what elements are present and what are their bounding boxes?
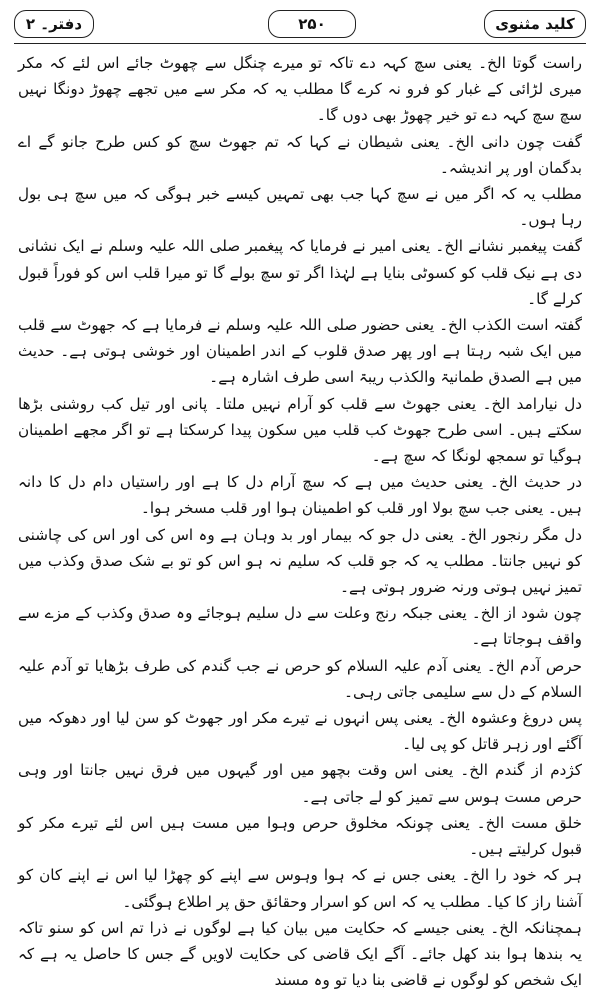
paragraph: کژدم از گندم الخ۔ یعنی اس وقت بچھو میں اور گیہوں میں فرق نہیں جانتا اور وہی حرص مست ہوس سے تمیز کو لے جاتی ہے۔: [18, 761, 582, 806]
page-header: [14, 8, 586, 40]
paragraph: خلق مست الخ۔ یعنی چونکہ مخلوق حرص وہوا میں مست ہیں اس لئے تیرے مکر کو قبول کرلیتے ہیں۔: [18, 813, 582, 859]
page-number: ۲۵۰: [268, 10, 356, 38]
paragraph: دل نیارامد الخ۔ یعنی جھوٹ سے قلب کو آرام نہیں ملتا۔ پانی اور تیل کب روشنی بڑھا سکتے ہیں۔ اسی طرح جھوٹ کب قلب میں سکون پیدا کرسکتا ہے تو اگر مجھے اطمینان ہوگیا تو سمجھ لونگا کہ سچ ہے۔: [18, 394, 582, 466]
paragraph: چون شود از الخ۔ یعنی جبکہ رنج وعلت سے دل سلیم ہوجائے وہ صدق وکذب کے مزے سے واقف ہوجاتا ہے۔: [18, 604, 582, 649]
paragraph: گفتہ است الکذب الخ۔ یعنی حضور صلی اللہ علیہ وسلم نے فرمایا ہے کہ جھوٹ سے قلب میں ایک شبہ رہتا ہے اور پھر صدق قلوب کے اندر اطمینان اور خوشی ہوتی ہے۔ حدیث میں ہے الصدق طمانیۃ والکذب ریبۃ اسی طرف اشارہ ہے۔: [18, 316, 582, 387]
paragraph: گفت چون دانی الخ۔ یعنی شیطان نے کہا کہ تم جھوٹ سچ کو کس طرح جانو گے اے بدگمان اور پر اندیشہ۔: [18, 132, 582, 177]
volume-label: دفتر۔ ۲: [14, 10, 94, 38]
paragraph: راست گوتا الخ۔ یعنی سچ کہہ دے تاکہ تو میرے چنگل سے چھوٹ جائے اس لئے کہ مکر میری لڑائی کے غبار کو فرو نہ کرے گا مطلب یہ کہ مکر سے میں تجھے چھوڑ دونگا نہیں سچ سچ کہہ دے تو خیر چھوڑ بھی دوں گا۔: [18, 54, 582, 125]
paragraph: ہمچنانکہ الخ۔ یعنی جیسے کہ حکایت میں بیان کیا ہے لوگوں نے ذرا تم اس کو سنو تاکہ یہ بندھا ہوا بند کھل جائے۔ آگے ایک قاضی کی حکایت لاویں گے جس کا حاصل یہ ہے کہ ایک شخص کو لوگوں نے قاضی بنا دیا تو وہ مسند: [18, 918, 582, 990]
header-divider: [14, 43, 586, 44]
book-title: کلید مثنوی: [484, 10, 586, 38]
paragraph: ہر کہ خود را الخ۔ یعنی جس نے کہ ہوا وہوس سے اپنے کو چھڑا لیا اس نے اپنے کان کو آشنا راز کا کیا۔ مطلب یہ کہ اس کو اسرار وحقائق حق پر اطلاع ہوگئی۔: [18, 866, 582, 911]
paragraph: پس دروغ وعشوہ الخ۔ یعنی پس انہوں نے تیرے مکر اور جھوٹ کو سن لیا اور دھوکہ میں آگئے اور زہر قاتل کو پی لیا۔: [18, 709, 582, 754]
paragraph: حرص آدم الخ۔ یعنی آدم علیہ السلام کو حرص نے جب گندم کی طرف بڑھایا تو آدم علیہ السلام کے دل سے سلیمی جاتی رہی۔: [18, 656, 582, 701]
paragraph: در حدیث الخ۔ یعنی حدیث میں ہے کہ سچ آرام دل کا ہے اور راستیاں دام دل کا دانہ ہیں۔ یعنی جب سچ بولا اور قلب کو اطمینان ہوا اور قلب مسخر ہوا۔: [18, 473, 582, 518]
paragraph: مطلب یہ کہ اگر میں نے سچ کہا جب بھی تمہیں کیسے خبر ہوگی کہ میں سچ ہی بول رہا ہوں۔: [18, 185, 582, 230]
page-body: [18, 50, 582, 990]
paragraph: گفت پیغمبر نشانے الخ۔ یعنی امیر نے فرمایا کہ پیغمبر صلی اللہ علیہ وسلم نے ایک نشانی دی ہے نیک قلب کو کسوٹی بنایا ہے لہٰذا اگر تو سچ بولے گا تو میرا قلب اس کو فوراً قبول کرلے گا۔: [18, 237, 582, 308]
paragraph: دل مگر رنجور الخ۔ یعنی دل جو کہ بیمار اور بد وہان ہے وہ اس کی اور اس کی چاشنی کو نہیں جانتا۔ مطلب یہ کہ جو قلب کہ سلیم نہ ہو اس کو تو بے شک صدق وکذب میں تمیز نہیں ہوتی ورنہ ضرور ہوتی ہے۔: [18, 525, 582, 597]
